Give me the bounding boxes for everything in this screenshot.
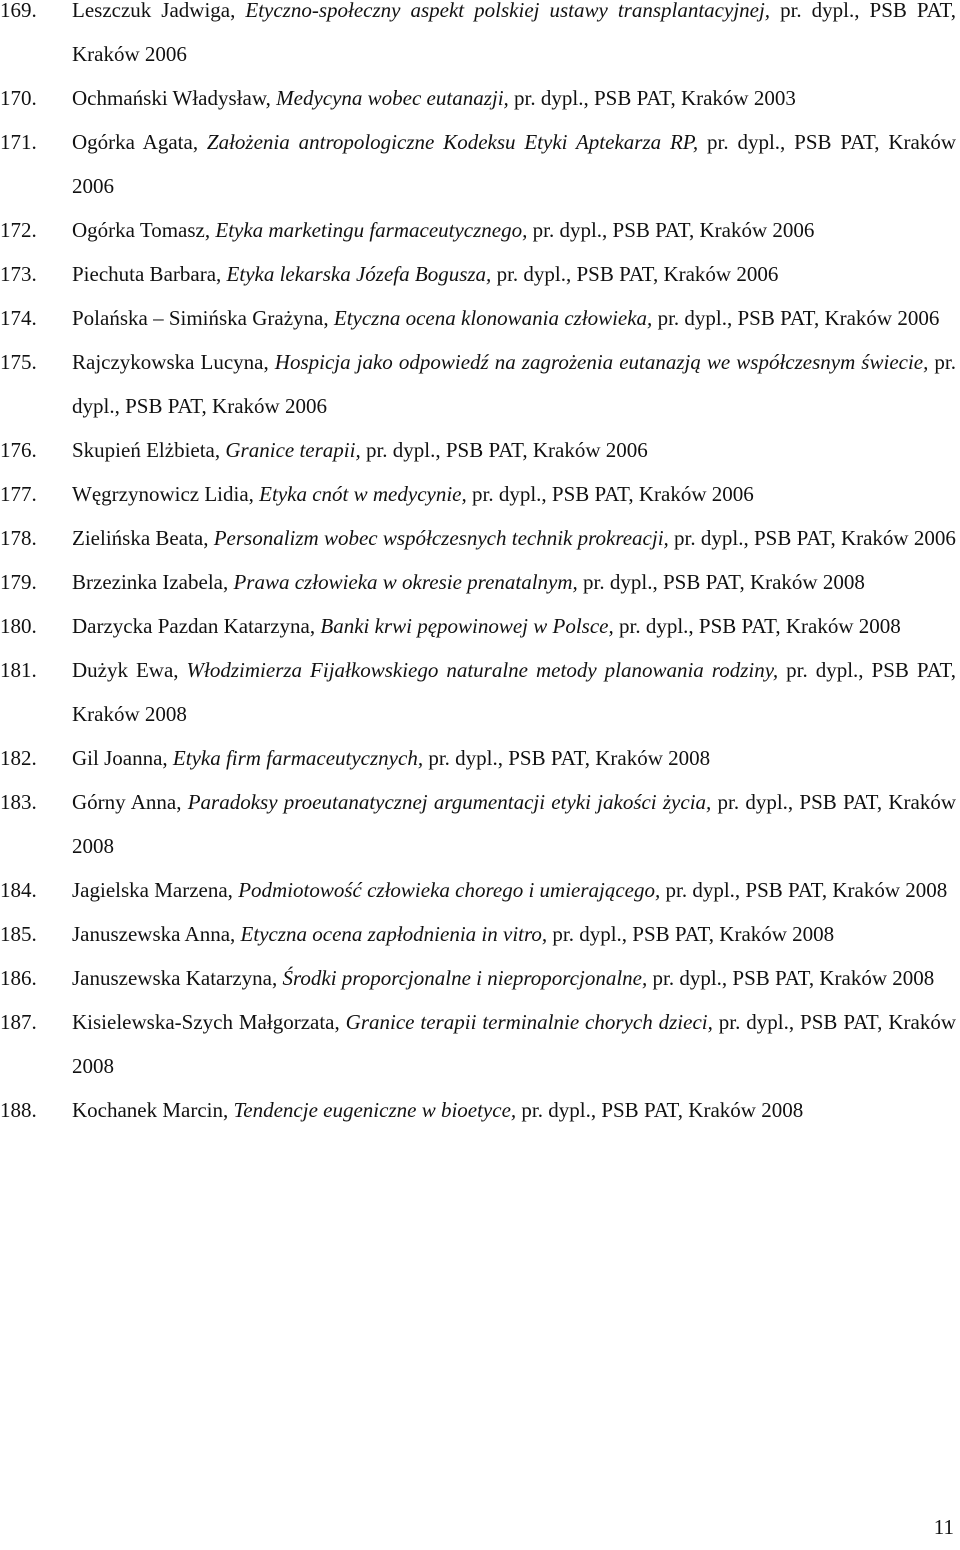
entry-publication: pr. dypl., PSB PAT, Kraków 2006	[491, 262, 779, 286]
entry-author: Dużyk Ewa,	[72, 658, 187, 682]
entry-publication: pr. dypl., PSB PAT, Kraków 2008	[547, 922, 835, 946]
bibliography-entry	[0, 1000, 960, 1088]
entry-publication: pr. dypl., PSB PAT, Kraków 2006	[668, 526, 956, 550]
entry-author: Leszczuk Jadwiga,	[72, 0, 246, 22]
entry-title: Etyka lekarska Józefa Bogusza,	[226, 262, 492, 286]
entry-title: Medycyna wobec eutanazji,	[276, 86, 509, 110]
bibliography-entry	[0, 956, 960, 1000]
entry-publication: pr. dypl., PSB PAT, Kraków 2006	[360, 438, 648, 462]
entry-number: 173.	[0, 262, 37, 286]
entry-publication: pr. dypl., PSB PAT, Kraków 2008	[647, 966, 935, 990]
entry-title: Podmiotowość człowieka chorego i umierającego,	[238, 878, 661, 902]
entry-publication: pr. dypl., PSB PAT, Kraków 2008	[72, 658, 956, 726]
entry-author: Darzycka Pazdan Katarzyna,	[72, 614, 321, 638]
bibliography-entry	[0, 120, 960, 208]
entry-title: Etyka marketingu farmaceutycznego,	[215, 218, 528, 242]
entry-title: Etyka firm farmaceutycznych,	[172, 746, 424, 770]
entry-author: Górny Anna,	[72, 790, 188, 814]
entry-title: Granice terapii,	[225, 438, 361, 462]
entry-author: Piechuta Barbara,	[72, 262, 227, 286]
entry-number: 169.	[0, 0, 37, 22]
entry-author: Kochanek Marcin,	[72, 1098, 234, 1122]
entry-number: 184.	[0, 878, 37, 902]
entry-title: Założenia antropologiczne Kodeksu Etyki Aptekarza RP,	[206, 130, 699, 154]
entry-number: 186.	[0, 966, 37, 990]
entry-publication: pr. dypl., PSB PAT, Kraków 2003	[508, 86, 796, 110]
entry-title: Prawa człowieka w okresie prenatalnym,	[233, 570, 578, 594]
entry-title: Włodzimierza Fijałkowskiego naturalne metody planowania rodziny,	[186, 658, 779, 682]
entry-author: Brzezinka Izabela,	[72, 570, 234, 594]
entry-title: Środki proporcjonalne i nieproporcjonalne,	[282, 966, 648, 990]
entry-author: Ogórka Tomasz,	[72, 218, 216, 242]
entry-publication: pr. dypl., PSB PAT, Kraków 2008	[423, 746, 711, 770]
entry-author: Ochmański Władysław,	[72, 86, 277, 110]
entry-title: Hospicja jako odpowiedź na zagrożenia eutanazją we współczesnym świecie,	[274, 350, 929, 374]
bibliography-entry	[0, 1088, 960, 1132]
entry-number: 185.	[0, 922, 37, 946]
bibliography-entry	[0, 76, 960, 120]
entry-author: Jagielska Marzena,	[72, 878, 239, 902]
bibliography-entry	[0, 912, 960, 956]
bibliography-entry	[0, 736, 960, 780]
bibliography-entry	[0, 472, 960, 516]
bibliography-entry	[0, 252, 960, 296]
entry-title: Personalizm wobec współczesnych technik prokreacji,	[213, 526, 669, 550]
entry-number: 187.	[0, 1010, 37, 1034]
entry-author: Kisielewska-Szych Małgorzata,	[72, 1010, 346, 1034]
entry-publication: pr. dypl., PSB PAT, Kraków 2006	[72, 0, 956, 66]
entry-publication: pr. dypl., PSB PAT, Kraków 2006	[72, 350, 957, 418]
entry-title: Etyka cnót w medycynie,	[259, 482, 467, 506]
entry-title: Banki krwi pępowinowej w Polsce,	[320, 614, 614, 638]
entry-number: 179.	[0, 570, 37, 594]
bibliography-entry	[0, 560, 960, 604]
entry-author: Rajczykowska Lucyna,	[72, 350, 275, 374]
bibliography-entry	[0, 604, 960, 648]
entry-publication: pr. dypl., PSB PAT, Kraków 2008	[660, 878, 948, 902]
entry-author: Polańska – Simińska Grażyna,	[72, 306, 334, 330]
entry-number: 180.	[0, 614, 37, 638]
bibliography-entry	[0, 208, 960, 252]
entry-author: Zielińska Beata,	[72, 526, 214, 550]
bibliography-entry	[0, 0, 960, 76]
entry-author: Januszewska Katarzyna,	[72, 966, 283, 990]
entry-title: Etyczna ocena klonowania człowieka,	[333, 306, 653, 330]
entry-number: 181.	[0, 658, 37, 682]
entry-publication: pr. dypl., PSB PAT, Kraków 2006	[652, 306, 940, 330]
bibliography-entry	[0, 428, 960, 472]
entry-title: Paradoksy proeutanatycznej argumentacji etyki jakości życia,	[187, 790, 712, 814]
entry-title: Etyczna ocena zapłodnienia in vitro,	[240, 922, 548, 946]
entry-publication: pr. dypl., PSB PAT, Kraków 2008	[72, 1010, 956, 1078]
entry-publication: pr. dypl., PSB PAT, Kraków 2008	[72, 790, 956, 858]
entry-number: 174.	[0, 306, 37, 330]
page-number: 11	[933, 1515, 954, 1539]
entry-number: 178.	[0, 526, 37, 550]
entry-author: Węgrzynowicz Lidia,	[72, 482, 260, 506]
entry-number: 172.	[0, 218, 37, 242]
bibliography-entry	[0, 296, 960, 340]
entry-publication: pr. dypl., PSB PAT, Kraków 2006	[527, 218, 815, 242]
entry-title: Tendencje eugeniczne w bioetyce,	[233, 1098, 517, 1122]
entry-number: 183.	[0, 790, 37, 814]
entry-number: 176.	[0, 438, 37, 462]
bibliography-entry	[0, 648, 960, 736]
entry-author: Januszewska Anna,	[72, 922, 241, 946]
entry-author: Skupień Elżbieta,	[72, 438, 226, 462]
entry-publication: pr. dypl., PSB PAT, Kraków 2008	[577, 570, 865, 594]
entry-title: Etyczno-społeczny aspekt polskiej ustawy transplantacyjnej,	[245, 0, 771, 22]
bibliography-entry	[0, 340, 960, 428]
entry-number: 182.	[0, 746, 37, 770]
entry-number: 171.	[0, 130, 37, 154]
bibliography-entry	[0, 516, 960, 560]
entry-number: 175.	[0, 350, 37, 374]
entry-number: 170.	[0, 86, 37, 110]
bibliography-entry	[0, 780, 960, 868]
entry-author: Gil Joanna,	[72, 746, 173, 770]
entry-author: Ogórka Agata,	[72, 130, 207, 154]
entry-number: 188.	[0, 1098, 37, 1122]
entry-title: Granice terapii terminalnie chorych dzieci,	[345, 1010, 713, 1034]
bibliography-entry	[0, 868, 960, 912]
entry-publication: pr. dypl., PSB PAT, Kraków 2008	[516, 1098, 804, 1122]
entry-number: 177.	[0, 482, 37, 506]
entry-publication: pr. dypl., PSB PAT, Kraków 2006	[72, 130, 956, 198]
entry-publication: pr. dypl., PSB PAT, Kraków 2008	[613, 614, 901, 638]
entry-publication: pr. dypl., PSB PAT, Kraków 2006	[466, 482, 754, 506]
